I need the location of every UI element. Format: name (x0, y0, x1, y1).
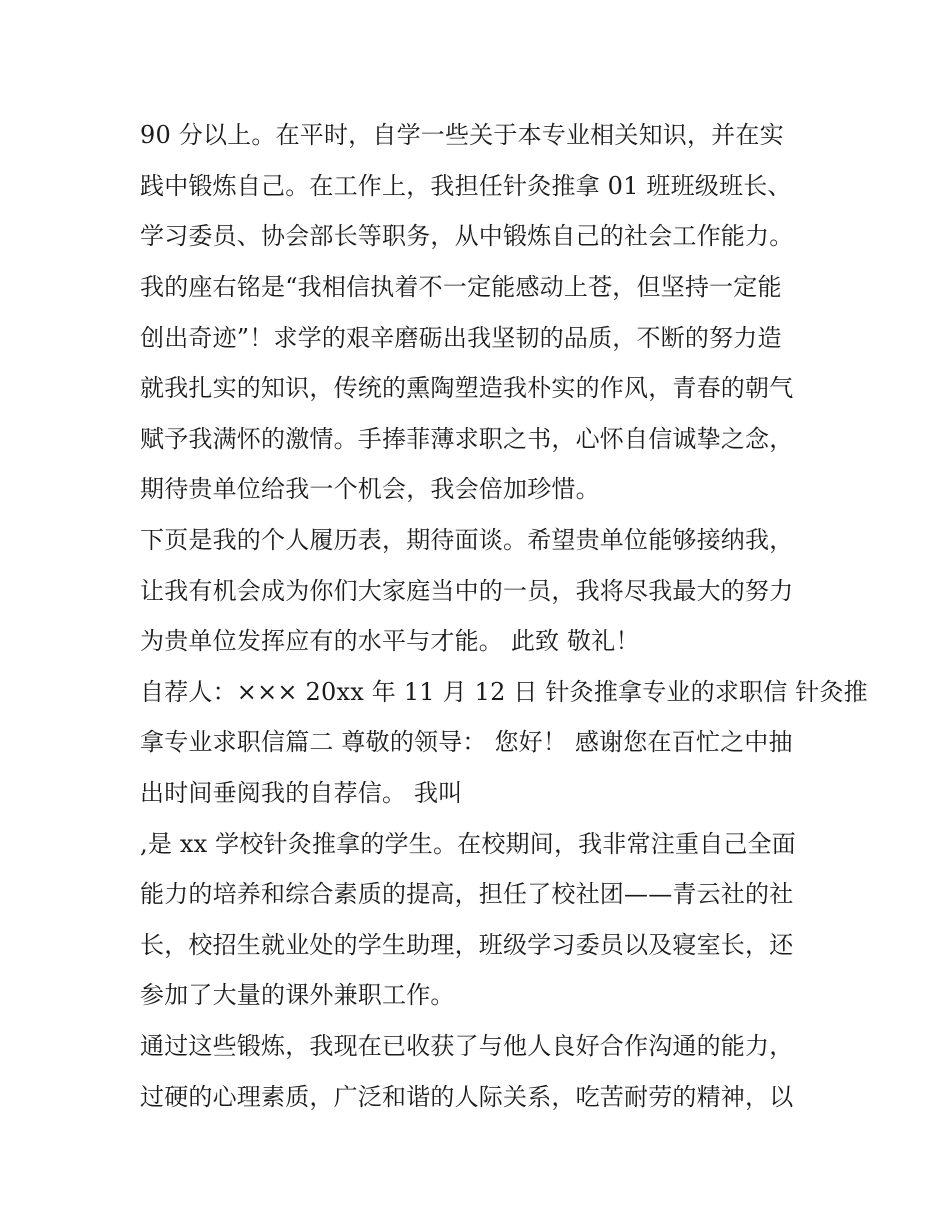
text-line: 出时间垂阅我的自荐信。 我叫 (140, 779, 463, 808)
text-line: 拿专业求职信篇二 尊敬的领导： 您好！ 感谢您在百忙之中抽 (140, 728, 793, 757)
text-line: 能力的培养和综合素质的提高，担任了校社团——青云社的社 (140, 880, 794, 909)
text-line: 我的座右铭是“我相信执着不一定能感动上苍，但坚持一定能 (140, 273, 782, 302)
text-line: 长，校招生就业处的学生助理，班级学习委员以及寝室长，还 (140, 930, 794, 959)
text-line: 学习委员、协会部长等职务，从中锻炼自己的社会工作能力。 (140, 222, 794, 251)
text-line: ,是 xx 学校针灸推拿的学生。在校期间，我非常注重自己全面 (140, 829, 796, 858)
text-line: 践中锻炼自己。在工作上，我担任针灸推拿 01 班班级班长、 (140, 171, 792, 200)
text-line: 90 分以上。在平时，自学一些关于本专业相关知识，并在实 (140, 121, 784, 150)
text-line: 参加了大量的课外兼职工作。 (140, 981, 455, 1010)
body-text (140, 110, 868, 1122)
text-line: 通过这些锻炼，我现在已收获了与他人良好合作沟通的能力， (140, 1031, 794, 1060)
text-line: 创出奇迹”！求学的艰辛磨砺出我坚韧的品质，不断的努力造 (140, 323, 782, 352)
text-line: 让我有机会成为你们大家庭当中的一员，我将尽我最大的努力 (140, 576, 794, 605)
text-line: 期待贵单位给我一个机会，我会倍加珍惜。 (140, 475, 600, 504)
text-line: 就我扎实的知识，传统的熏陶塑造我朴实的作风，青春的朝气 (140, 374, 794, 403)
text-line: 自荐人：××× 20xx 年 11 月 12 日 针灸推拿专业的求职信 针灸推 (140, 677, 868, 706)
text-line: 过硬的心理素质，广泛和谐的人际关系，吃苦耐劳的精神，以 (140, 1082, 794, 1111)
text-line: 下页是我的个人履历表，期待面谈。希望贵单位能够接纳我， (140, 526, 794, 555)
text-line: 为贵单位发挥应有的水平与才能。 此致 敬礼！ (140, 627, 640, 656)
text-line: 赋予我满怀的激情。手捧菲薄求职之书，心怀自信诚挚之念， (140, 424, 794, 453)
